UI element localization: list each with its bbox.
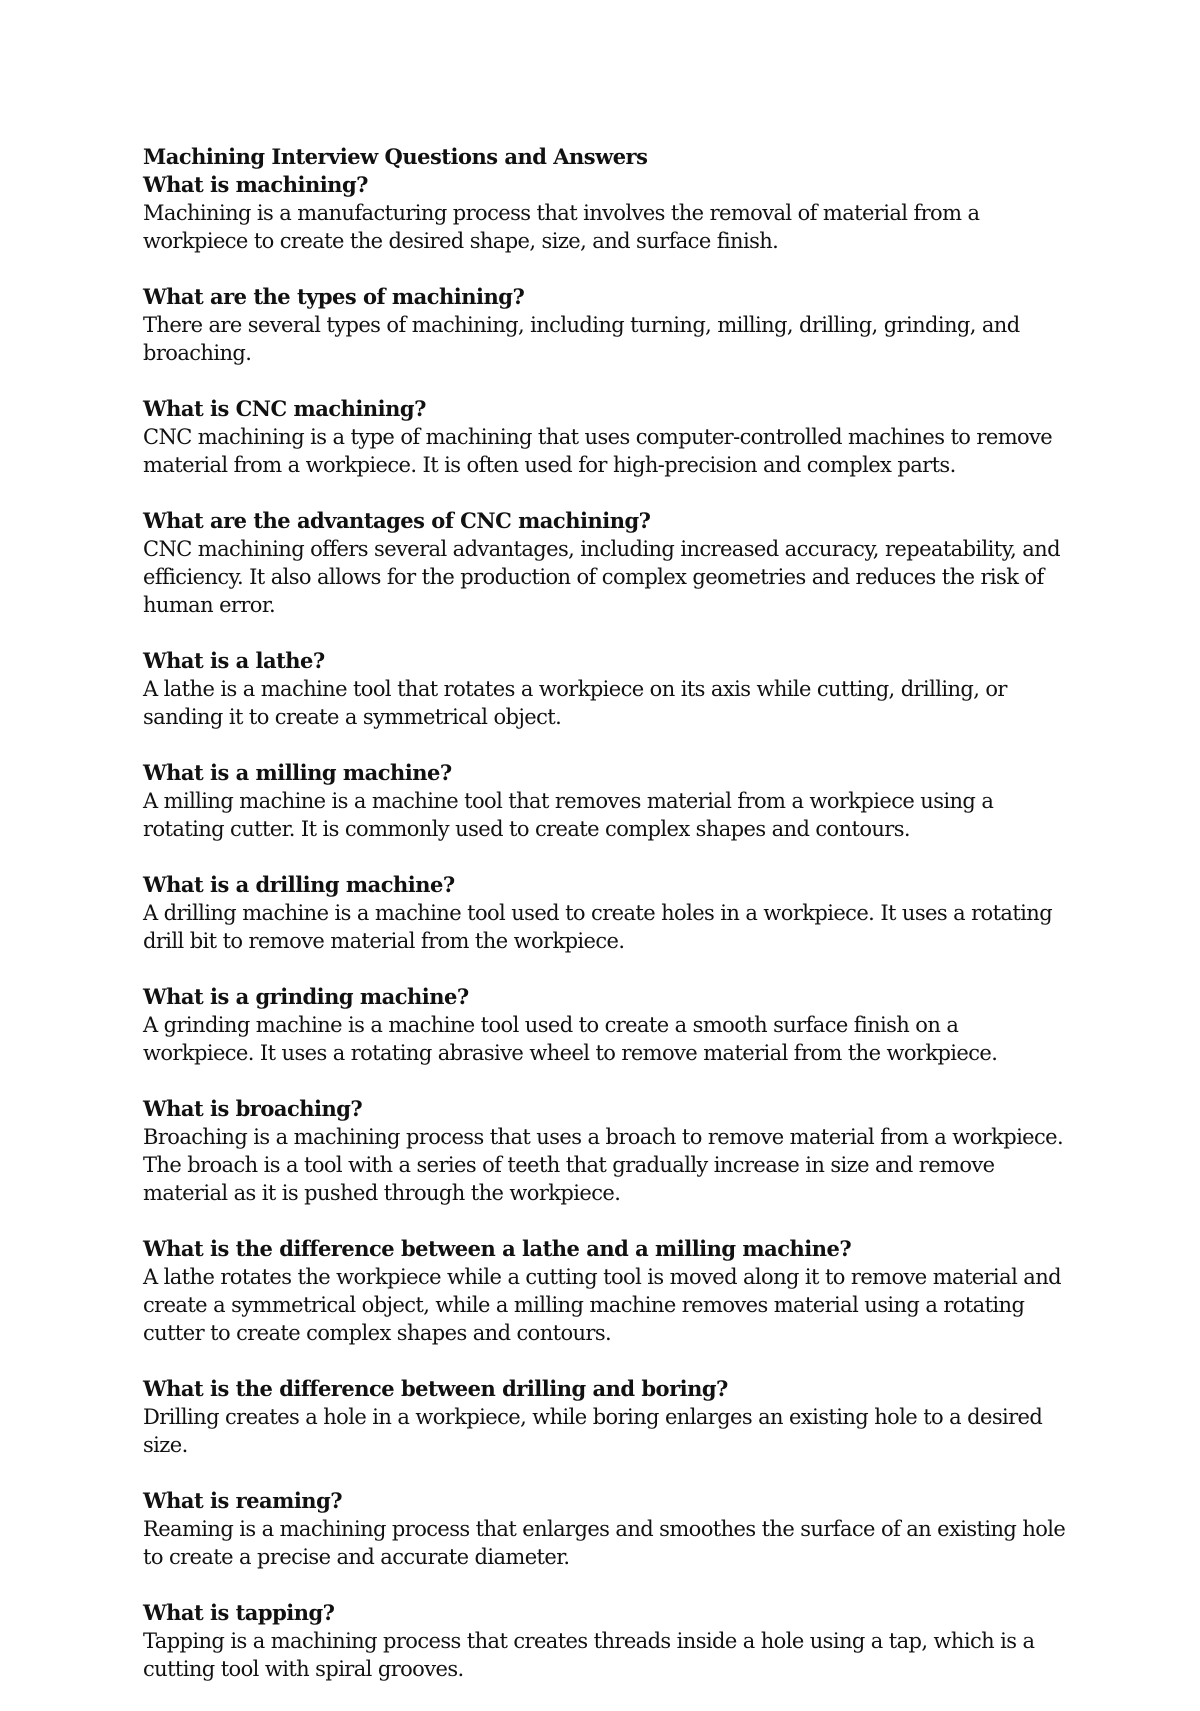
- question-heading: What is a grinding machine?: [143, 984, 469, 1009]
- question-heading: What is the difference between a lathe and a milling machine?: [143, 1236, 852, 1261]
- answer-text: A lathe rotates the workpiece while a cutting tool is moved along it to remove material and create a symmetrical object, while a milling machine removes material using a rotating cutter to create complex shapes and contours.: [143, 1265, 1061, 1345]
- answer-text: Drilling creates a hole in a workpiece, while boring enlarges an existing hole to a desired size.: [143, 1405, 1043, 1457]
- answer-text: CNC machining offers several advantages, including increased accuracy, repeatability, and efficiency. It also allows for the production of complex geometries and reduces the risk of human error.: [143, 537, 1060, 617]
- answer-text: There are several types of machining, including turning, milling, drilling, grinding, and broaching.: [143, 313, 1020, 365]
- qa-item: [143, 1095, 1073, 1207]
- answer-text: Machining is a manufacturing process that involves the removal of material from a workpiece to create the desired shape, size, and surface finish.: [143, 201, 980, 253]
- qa-item: [143, 283, 1073, 367]
- qa-item: [143, 1599, 1073, 1683]
- answer-text: Broaching is a machining process that uses a broach to remove material from a workpiece. The broach is a tool with a series of teeth that gradually increase in size and remove material as it is pushed through the workpiece.: [143, 1125, 1064, 1205]
- question-heading: What is machining?: [143, 172, 368, 197]
- question-heading: What is CNC machining?: [143, 396, 426, 421]
- qa-item: [143, 1487, 1073, 1571]
- answer-text: A drilling machine is a machine tool used to create holes in a workpiece. It uses a rotating drill bit to remove material from the workpiece.: [143, 901, 1053, 953]
- question-heading: What is reaming?: [143, 1488, 343, 1513]
- qa-item: [143, 395, 1073, 479]
- document-page: [143, 143, 1073, 1711]
- answer-text: Tapping is a machining process that creates threads inside a hole using a tap, which is a cutting tool with spiral grooves.: [143, 1629, 1035, 1681]
- answer-text: A grinding machine is a machine tool used to create a smooth surface finish on a workpiece. It uses a rotating abrasive wheel to remove material from the workpiece.: [143, 1013, 998, 1065]
- question-heading: What is a lathe?: [143, 648, 325, 673]
- answer-text: A milling machine is a machine tool that removes material from a workpiece using a rotating cutter. It is commonly used to create complex shapes and contours.: [143, 789, 994, 841]
- qa-item: [143, 647, 1073, 731]
- answer-text: CNC machining is a type of machining that uses computer-controlled machines to remove material from a workpiece. It is often used for high-precision and complex parts.: [143, 425, 1053, 477]
- question-heading: What is a milling machine?: [143, 760, 452, 785]
- question-heading: What is tapping?: [143, 1600, 335, 1625]
- question-heading: What are the types of machining?: [143, 284, 525, 309]
- qa-item: [143, 507, 1073, 619]
- question-heading: What is a drilling machine?: [143, 872, 455, 897]
- answer-text: Reaming is a machining process that enlarges and smoothes the surface of an existing hole to create a precise and accurate diameter.: [143, 1517, 1066, 1569]
- qa-item: [143, 871, 1073, 955]
- qa-item: [143, 983, 1073, 1067]
- question-heading: What are the advantages of CNC machining?: [143, 508, 651, 533]
- qa-item: [143, 171, 1073, 255]
- qa-item: [143, 759, 1073, 843]
- answer-text: A lathe is a machine tool that rotates a workpiece on its axis while cutting, drilling, or sanding it to create a symmetrical object.: [143, 677, 1007, 729]
- document-title: Machining Interview Questions and Answers: [143, 144, 648, 169]
- qa-item: [143, 1235, 1073, 1347]
- qa-item: [143, 1375, 1073, 1459]
- question-heading: What is broaching?: [143, 1096, 363, 1121]
- question-heading: What is the difference between drilling and boring?: [143, 1376, 728, 1401]
